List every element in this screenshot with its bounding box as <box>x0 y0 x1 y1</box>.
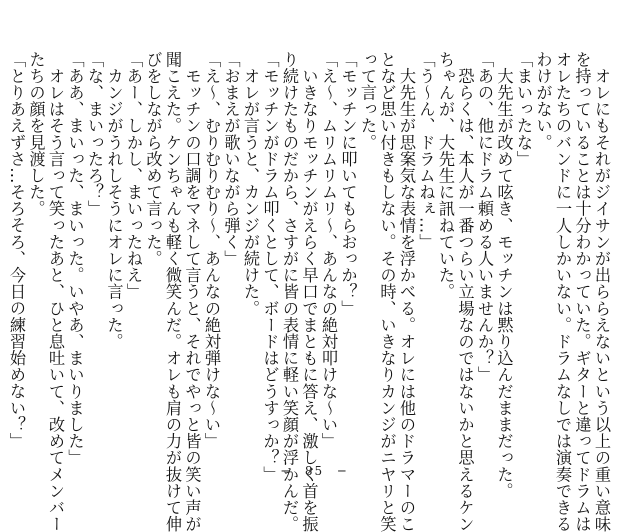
text-line: って言った。 <box>358 51 377 151</box>
text-line: 「モッチンに叩いてもらおっか？」 <box>338 51 358 317</box>
text-line: オレにもそれがジイサンが出ららえないという以上の重い意味 <box>592 51 611 532</box>
text-line: り続けたものだから、さすがに皆の表情に軽い笑顔が浮かんだ。 <box>280 51 299 532</box>
text-line: 「おまえが歌いながら弾く」 <box>221 51 241 267</box>
text-line: 恐らくは、本人が一番つらい立場なのではないかと思えるケン <box>455 51 475 532</box>
text-line: オレはそう言って笑ったあと、ひと息吐いて、改めてメンバー <box>46 51 65 532</box>
text-line: となど思い付きもしない。その時、いきなりカンジがニヤリと笑 <box>377 51 397 532</box>
text-line: オレが言うと、カンジが続けた。 <box>241 51 260 317</box>
text-line: 「え〜、むりむりむり〜、あんなの絶対弾けな〜い」 <box>202 51 221 450</box>
text-line: を持っていることは十分わかっていた。ギターと違ってドラムは <box>572 51 592 532</box>
text-line: わけがない。 <box>533 51 553 151</box>
text-line: いきなりモッチンがえらく早口でまともに答え、激しく首を振 <box>299 51 319 532</box>
page-number: ─ 85 ─ <box>281 464 348 478</box>
text-line: 「モッチンがドラム叩くとして、ボードはどうすっか？」 <box>260 51 280 483</box>
text-line: 大先生が改めて呟き、モッチンは黙り込んだままだった。 <box>494 51 514 500</box>
text-line: 聞こえた。ケンちゃんも軽く微笑んだ。オレも肩の力が抜けて伸 <box>163 51 182 532</box>
text-line: 「まいったな」 <box>514 51 533 168</box>
text-line: モッチンの口調をマネして言うと、それでやっと皆の笑い声が <box>182 51 202 532</box>
text-line: 「あの、他にドラム頼める人いませんか？」 <box>475 51 494 383</box>
text-line: 「う〜ん、ドラムねぇ…」 <box>416 51 436 251</box>
text-line: カンジがうれしそうにオレに言った。 <box>104 51 124 350</box>
text-line: 「ああ、まいった、まいった。いやあ、まいりました」 <box>65 51 85 466</box>
text-line: 「な、まいったろ？」 <box>85 51 104 217</box>
text-line: たちの顔を見渡した。 <box>26 51 46 217</box>
text-line: ちゃんが、大先生に訊ねていた。 <box>436 51 455 300</box>
text-line: 大先生が思案気な表情を浮かべる。オレには他のドラマーのこ <box>397 51 416 532</box>
text-line: 「あー、しかし、まいったねえ」 <box>124 51 143 300</box>
text-line: びをしながら改めて言った。 <box>143 51 163 267</box>
text-line: 「とりあえずさ…そろそろ、今日の練習始めない？」 <box>7 51 26 450</box>
text-line: 「え〜、ムリムリムリ〜、あんなの絶対叩けな〜い」 <box>319 51 338 450</box>
text-line: オレたちのバンドに一人しかいない。ドラムなしでは演奏できる <box>553 51 572 532</box>
